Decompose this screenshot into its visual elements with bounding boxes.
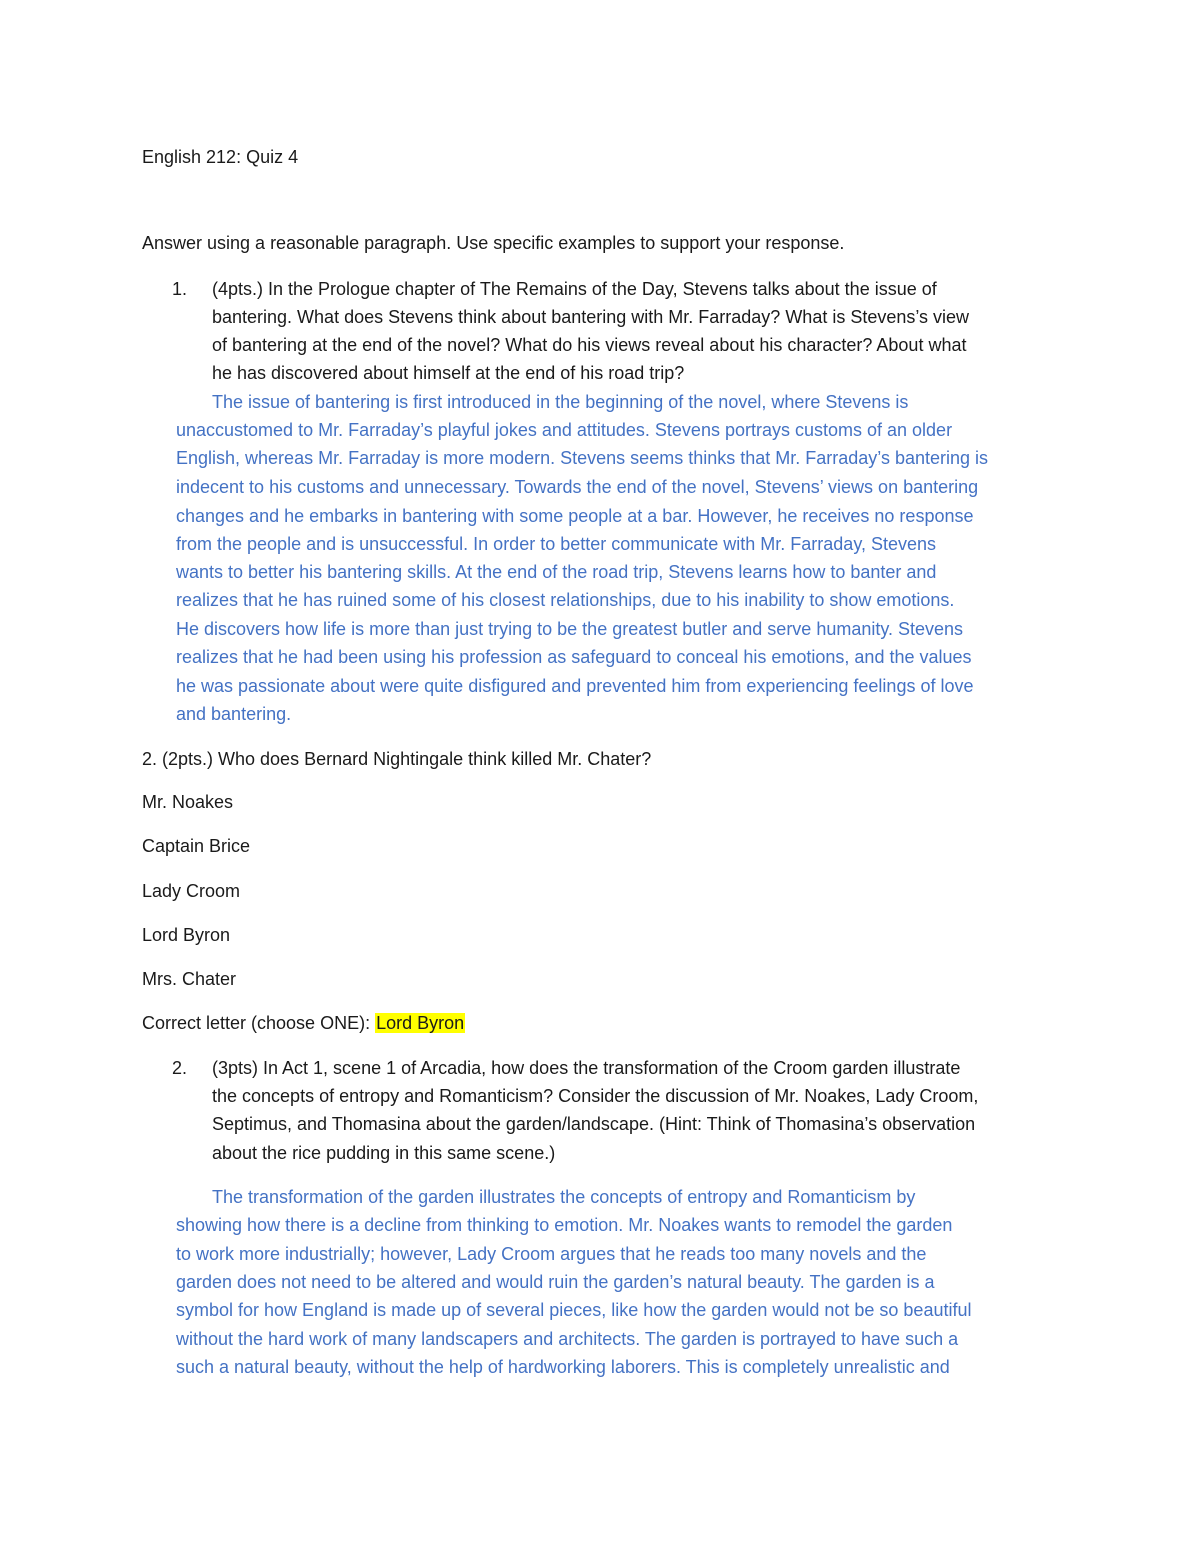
document-title: English 212: Quiz 4 — [142, 147, 299, 167]
answer-1-line: indecent to his customs and unnecessary. Towards the end of the novel, Stevens’ views on bantering — [176, 477, 979, 497]
answer-1-line: He discovers how life is more than just trying to be the greatest butler and serve humanity. Stevens — [176, 619, 964, 639]
answer-1-line: realizes that he had been using his profession as safeguard to conceal his emotions, and the values — [176, 647, 972, 667]
question-1-line: bantering. What does Stevens think about bantering with Mr. Farraday? What is Stevens’s view — [212, 307, 970, 327]
correct-answer-label: Correct letter (choose ONE): — [142, 1013, 371, 1033]
question-1-line: (4pts.) In the Prologue chapter of The Remains of the Day, Stevens talks about the issue of — [212, 279, 937, 299]
question-1-number: 1. — [172, 279, 188, 299]
answer-1-line: from the people and is unsuccessful. In order to better communicate with Mr. Farraday, Stevens — [176, 534, 937, 554]
question-3-line: about the rice pudding in this same scene.) — [212, 1143, 556, 1163]
answer-1-line: he was passionate about were quite disfigured and prevented him from experiencing feelings of love — [176, 676, 974, 696]
choice-option: Captain Brice — [142, 836, 251, 856]
answer-1-line: The issue of bantering is first introduced in the beginning of the novel, where Stevens is — [212, 392, 909, 412]
answer-3-line: The transformation of the garden illustrates the concepts of entropy and Romanticism by — [212, 1187, 916, 1207]
answer-3-line: garden does not need to be altered and would ruin the garden’s natural beauty. The garden is a — [176, 1272, 935, 1292]
choice-option: Lady Croom — [142, 881, 241, 901]
question-3-line: Septimus, and Thomasina about the garden/landscape. (Hint: Think of Thomasina’s observation — [212, 1114, 976, 1134]
answer-3-line: symbol for how England is made up of several pieces, like how the garden would not be so beautiful — [176, 1300, 972, 1320]
answer-3-line: to work more industrially; however, Lady Croom argues that he reads too many novels and the — [176, 1244, 927, 1264]
answer-1-line: changes and he embarks in bantering with some people at a bar. However, he receives no response — [176, 506, 974, 526]
answer-3-line: without the hard work of many landscapers and architects. The garden is portrayed to have such a — [176, 1329, 959, 1349]
choice-option: Lord Byron — [142, 925, 231, 945]
answer-1-line: wants to better his bantering skills. At the end of the road trip, Stevens learns how to banter and — [176, 562, 937, 582]
answer-3-line: showing how there is a decline from thinking to emotion. Mr. Noakes wants to remodel the garden — [176, 1215, 953, 1235]
question-3-number: 2. — [172, 1058, 188, 1078]
choice-option: Mrs. Chater — [142, 969, 237, 989]
question-2-prompt: 2. (2pts.) Who does Bernard Nightingale think killed Mr. Chater? — [142, 749, 652, 769]
answer-1-line: realizes that he has ruined some of his closest relationships, due to his inability to show emotions. — [176, 590, 955, 610]
highlighted-answer: Lord Byron — [376, 1013, 465, 1033]
answer-3-line: such a natural beauty, without the help of hardworking laborers. This is completely unrealistic and — [176, 1357, 950, 1377]
correct-answer-line — [142, 1009, 465, 1037]
question-1-line: of bantering at the end of the novel? What do his views reveal about his character? About what — [212, 335, 967, 355]
question-1-line: he has discovered about himself at the end of his road trip? — [212, 363, 685, 383]
answer-1-line: English, whereas Mr. Farraday is more modern. Stevens seems thinks that Mr. Farraday’s bantering is — [176, 448, 989, 468]
question-3-line: (3pts) In Act 1, scene 1 of Arcadia, how does the transformation of the Croom garden illustrate — [212, 1058, 961, 1078]
choice-option: Mr. Noakes — [142, 792, 234, 812]
answer-1-line: unaccustomed to Mr. Farraday’s playful jokes and attitudes. Stevens portrays customs of an older — [176, 420, 953, 440]
instructions: Answer using a reasonable paragraph. Use specific examples to support your response. — [142, 233, 845, 253]
answer-1-line: and bantering. — [176, 704, 292, 724]
question-3-line: the concepts of entropy and Romanticism? Consider the discussion of Mr. Noakes, Lady Croom, — [212, 1086, 979, 1106]
